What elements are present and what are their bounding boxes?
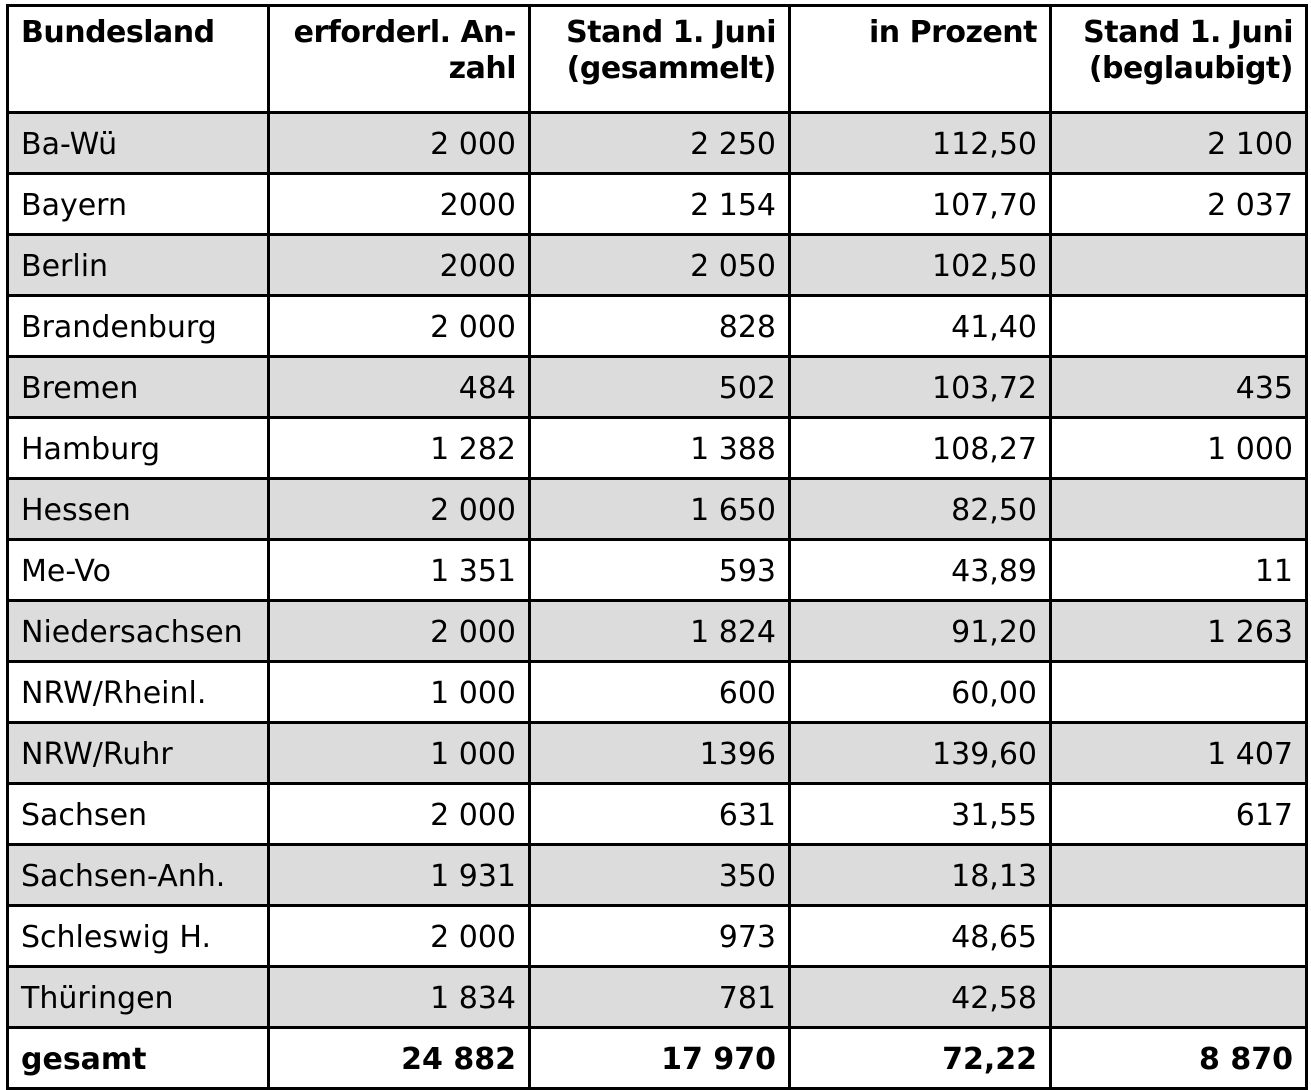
cell-erforderl-anzahl: 2000 bbox=[269, 235, 530, 296]
cell-stand-beglaubigt: 2 037 bbox=[1051, 174, 1307, 235]
cell-stand-beglaubigt: 1 407 bbox=[1051, 723, 1307, 784]
table-row bbox=[8, 540, 1307, 601]
cell-stand-beglaubigt bbox=[1051, 662, 1307, 723]
cell-stand-gesammelt: 350 bbox=[530, 845, 790, 906]
cell-stand-gesammelt: 781 bbox=[530, 967, 790, 1028]
total-erforderl-anzahl: 24 882 bbox=[269, 1028, 530, 1089]
cell-erforderl-anzahl: 1 282 bbox=[269, 418, 530, 479]
cell-in-prozent: 60,00 bbox=[790, 662, 1051, 723]
cell-erforderl-anzahl: 1 931 bbox=[269, 845, 530, 906]
cell-in-prozent: 91,20 bbox=[790, 601, 1051, 662]
cell-bundesland: Schleswig H. bbox=[8, 906, 269, 967]
cell-bundesland: Bremen bbox=[8, 357, 269, 418]
header-in-prozent bbox=[790, 6, 1051, 113]
header-bundesland-text: Bundesland bbox=[21, 15, 215, 50]
table-row bbox=[8, 723, 1307, 784]
cell-stand-gesammelt: 2 250 bbox=[530, 113, 790, 174]
data-table-wrapper bbox=[6, 4, 1305, 1082]
table-row bbox=[8, 967, 1307, 1028]
table-total-row bbox=[8, 1028, 1307, 1089]
cell-in-prozent: 18,13 bbox=[790, 845, 1051, 906]
cell-in-prozent: 43,89 bbox=[790, 540, 1051, 601]
cell-stand-gesammelt: 600 bbox=[530, 662, 790, 723]
header-stand-beglaubigt bbox=[1051, 6, 1307, 113]
cell-bundesland: Thüringen bbox=[8, 967, 269, 1028]
cell-stand-gesammelt: 1 650 bbox=[530, 479, 790, 540]
cell-stand-beglaubigt bbox=[1051, 296, 1307, 357]
cell-erforderl-anzahl: 2 000 bbox=[269, 601, 530, 662]
cell-stand-beglaubigt: 2 100 bbox=[1051, 113, 1307, 174]
table-row bbox=[8, 845, 1307, 906]
table-body bbox=[8, 113, 1307, 1028]
cell-in-prozent: 139,60 bbox=[790, 723, 1051, 784]
cell-bundesland: Ba-Wü bbox=[8, 113, 269, 174]
cell-in-prozent: 82,50 bbox=[790, 479, 1051, 540]
table-header-row bbox=[8, 6, 1307, 113]
header-erforderl-anzahl bbox=[269, 6, 530, 113]
cell-stand-gesammelt: 1396 bbox=[530, 723, 790, 784]
bundesland-table bbox=[6, 4, 1308, 1090]
cell-in-prozent: 31,55 bbox=[790, 784, 1051, 845]
cell-stand-beglaubigt: 1 000 bbox=[1051, 418, 1307, 479]
cell-bundesland: NRW/Rheinl. bbox=[8, 662, 269, 723]
cell-stand-gesammelt: 502 bbox=[530, 357, 790, 418]
cell-in-prozent: 102,50 bbox=[790, 235, 1051, 296]
cell-stand-beglaubigt: 435 bbox=[1051, 357, 1307, 418]
cell-erforderl-anzahl: 1 000 bbox=[269, 662, 530, 723]
cell-bundesland: Bayern bbox=[8, 174, 269, 235]
cell-erforderl-anzahl: 2 000 bbox=[269, 296, 530, 357]
cell-erforderl-anzahl: 1 834 bbox=[269, 967, 530, 1028]
cell-stand-beglaubigt bbox=[1051, 845, 1307, 906]
cell-stand-beglaubigt: 11 bbox=[1051, 540, 1307, 601]
table-row bbox=[8, 906, 1307, 967]
cell-stand-gesammelt: 1 388 bbox=[530, 418, 790, 479]
cell-stand-beglaubigt bbox=[1051, 479, 1307, 540]
header-erforderl-anzahl-text: erforderl. An- zahl bbox=[293, 15, 516, 86]
total-in-prozent: 72,22 bbox=[790, 1028, 1051, 1089]
table-row bbox=[8, 357, 1307, 418]
cell-in-prozent: 112,50 bbox=[790, 113, 1051, 174]
cell-bundesland: Brandenburg bbox=[8, 296, 269, 357]
cell-erforderl-anzahl: 2 000 bbox=[269, 113, 530, 174]
cell-bundesland: Berlin bbox=[8, 235, 269, 296]
cell-stand-gesammelt: 593 bbox=[530, 540, 790, 601]
cell-bundesland: Hamburg bbox=[8, 418, 269, 479]
cell-bundesland: Me-Vo bbox=[8, 540, 269, 601]
cell-stand-beglaubigt: 617 bbox=[1051, 784, 1307, 845]
cell-erforderl-anzahl: 1 351 bbox=[269, 540, 530, 601]
cell-bundesland: Sachsen-Anh. bbox=[8, 845, 269, 906]
cell-erforderl-anzahl: 1 000 bbox=[269, 723, 530, 784]
cell-in-prozent: 42,58 bbox=[790, 967, 1051, 1028]
cell-stand-beglaubigt: 1 263 bbox=[1051, 601, 1307, 662]
cell-in-prozent: 41,40 bbox=[790, 296, 1051, 357]
cell-in-prozent: 103,72 bbox=[790, 357, 1051, 418]
table-row bbox=[8, 662, 1307, 723]
cell-stand-beglaubigt bbox=[1051, 906, 1307, 967]
cell-erforderl-anzahl: 2 000 bbox=[269, 479, 530, 540]
cell-erforderl-anzahl: 484 bbox=[269, 357, 530, 418]
table-row bbox=[8, 296, 1307, 357]
table-row bbox=[8, 418, 1307, 479]
cell-stand-gesammelt: 2 154 bbox=[530, 174, 790, 235]
cell-stand-beglaubigt bbox=[1051, 967, 1307, 1028]
table-row bbox=[8, 174, 1307, 235]
cell-in-prozent: 107,70 bbox=[790, 174, 1051, 235]
table-row bbox=[8, 784, 1307, 845]
cell-stand-gesammelt: 2 050 bbox=[530, 235, 790, 296]
cell-stand-gesammelt: 973 bbox=[530, 906, 790, 967]
header-stand-beglaubigt-text: Stand 1. Juni (beglaubigt) bbox=[1083, 15, 1293, 86]
cell-stand-gesammelt: 631 bbox=[530, 784, 790, 845]
cell-stand-gesammelt: 1 824 bbox=[530, 601, 790, 662]
table-row bbox=[8, 601, 1307, 662]
table-row bbox=[8, 235, 1307, 296]
cell-erforderl-anzahl: 2 000 bbox=[269, 906, 530, 967]
cell-bundesland: NRW/Ruhr bbox=[8, 723, 269, 784]
cell-bundesland: Niedersachsen bbox=[8, 601, 269, 662]
header-stand-gesammelt bbox=[530, 6, 790, 113]
table-row bbox=[8, 479, 1307, 540]
header-stand-gesammelt-text: Stand 1. Juni (gesammelt) bbox=[566, 15, 776, 86]
cell-bundesland: Hessen bbox=[8, 479, 269, 540]
cell-erforderl-anzahl: 2000 bbox=[269, 174, 530, 235]
cell-stand-beglaubigt bbox=[1051, 235, 1307, 296]
cell-in-prozent: 108,27 bbox=[790, 418, 1051, 479]
cell-in-prozent: 48,65 bbox=[790, 906, 1051, 967]
header-in-prozent-text: in Prozent bbox=[869, 15, 1037, 50]
cell-erforderl-anzahl: 2 000 bbox=[269, 784, 530, 845]
total-label: gesamt bbox=[8, 1028, 269, 1089]
header-bundesland bbox=[8, 6, 269, 113]
total-stand-beglaubigt: 8 870 bbox=[1051, 1028, 1307, 1089]
total-stand-gesammelt: 17 970 bbox=[530, 1028, 790, 1089]
table-row bbox=[8, 113, 1307, 174]
cell-bundesland: Sachsen bbox=[8, 784, 269, 845]
cell-stand-gesammelt: 828 bbox=[530, 296, 790, 357]
